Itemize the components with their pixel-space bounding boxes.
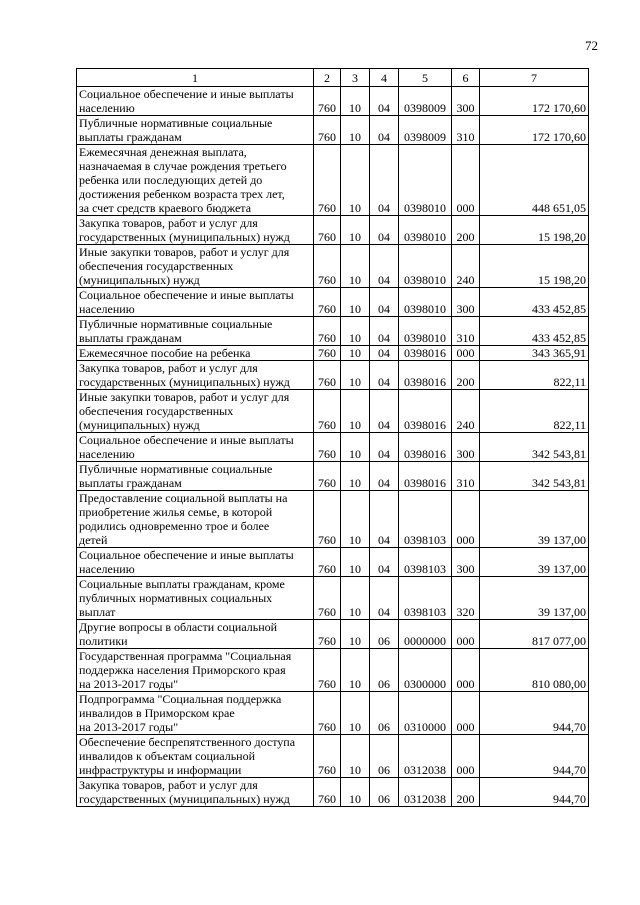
- row-expense-type-cell: 200: [452, 361, 480, 390]
- table-row: [77, 116, 589, 145]
- row-name-cell: [77, 361, 314, 390]
- row-target-cell: 0398016: [399, 390, 452, 433]
- row-subsection-cell: 04: [370, 361, 399, 390]
- row-name-line: Обеспечение беспрепятственного доступа: [79, 735, 296, 749]
- table-row: [77, 433, 589, 462]
- row-section-cell: 10: [341, 346, 370, 361]
- row-name-line: приобретение жилья семье, в которой: [79, 505, 273, 519]
- row-name-line: Закупка товаров, работ и услуг для: [79, 361, 258, 375]
- row-grbs-cell: 760: [314, 649, 341, 692]
- row-target-cell: 0398010: [399, 216, 452, 245]
- row-grbs-cell: 760: [314, 116, 341, 145]
- table-row: [77, 288, 589, 317]
- row-target-cell: 0398010: [399, 245, 452, 288]
- row-name-line: Социальное обеспечение и иные выплаты: [79, 548, 294, 562]
- table-row: [77, 491, 589, 548]
- row-amount-cell: 448 651,05: [480, 145, 589, 216]
- row-name-line: выплаты гражданам: [79, 476, 182, 490]
- table-row: [77, 145, 589, 216]
- row-name-line: Иные закупки товаров, работ и услуг для: [79, 245, 290, 259]
- table-row: [77, 548, 589, 577]
- row-expense-type-cell: 000: [452, 735, 480, 778]
- row-name-line: Публичные нормативные социальные: [79, 317, 273, 331]
- row-subsection-cell: 04: [370, 548, 399, 577]
- row-expense-type-cell: 000: [452, 649, 480, 692]
- row-amount-cell: 172 170,60: [480, 87, 589, 116]
- row-amount-cell: 342 543,81: [480, 433, 589, 462]
- row-grbs-cell: 760: [314, 548, 341, 577]
- row-expense-type-cell: 200: [452, 216, 480, 245]
- row-amount-cell: 944,70: [480, 735, 589, 778]
- row-amount-cell: 172 170,60: [480, 116, 589, 145]
- row-grbs-cell: 760: [314, 692, 341, 735]
- row-expense-type-cell: 000: [452, 145, 480, 216]
- row-name-line: публичных нормативных социальных: [79, 591, 273, 605]
- row-grbs-cell: 760: [314, 491, 341, 548]
- row-name-cell: [77, 317, 314, 346]
- row-name-line: (муниципальных) нужд: [79, 418, 200, 432]
- row-target-cell: 0312038: [399, 735, 452, 778]
- row-section-cell: 10: [341, 390, 370, 433]
- row-subsection-cell: 04: [370, 462, 399, 491]
- row-grbs-cell: 760: [314, 577, 341, 620]
- row-name-cell: [77, 116, 314, 145]
- row-section-cell: 10: [341, 317, 370, 346]
- row-name-line: (муниципальных) нужд: [79, 273, 200, 287]
- row-target-cell: 0398016: [399, 462, 452, 491]
- row-grbs-cell: 760: [314, 216, 341, 245]
- row-name-line: за счет средств краевого бюджета: [79, 201, 252, 215]
- row-grbs-cell: 760: [314, 87, 341, 116]
- row-section-cell: 10: [341, 620, 370, 649]
- row-name-line: населению: [79, 447, 135, 461]
- row-subsection-cell: 06: [370, 778, 399, 807]
- row-amount-cell: 342 543,81: [480, 462, 589, 491]
- row-subsection-cell: 04: [370, 577, 399, 620]
- table-row: [77, 735, 589, 778]
- row-name-line: выплаты гражданам: [79, 331, 182, 345]
- row-name-line: инфраструктуры и информации: [79, 763, 242, 777]
- row-target-cell: 0312038: [399, 778, 452, 807]
- row-target-cell: 0300000: [399, 649, 452, 692]
- row-amount-cell: 343 365,91: [480, 346, 589, 361]
- row-section-cell: 10: [341, 87, 370, 116]
- row-expense-type-cell: 000: [452, 692, 480, 735]
- row-name-line: Закупка товаров, работ и услуг для: [79, 778, 258, 792]
- row-amount-cell: 39 137,00: [480, 491, 589, 548]
- row-name-line: населению: [79, 101, 135, 115]
- row-name-cell: [77, 491, 314, 548]
- row-name-line: обеспечения государственных: [79, 259, 234, 273]
- page-number: 72: [585, 38, 598, 53]
- row-name-cell: [77, 577, 314, 620]
- row-name-line: выплаты гражданам: [79, 130, 182, 144]
- row-section-cell: 10: [341, 433, 370, 462]
- row-name-line: Иные закупки товаров, работ и услуг для: [79, 390, 290, 404]
- row-amount-cell: 15 198,20: [480, 245, 589, 288]
- row-subsection-cell: 04: [370, 145, 399, 216]
- row-subsection-cell: 06: [370, 735, 399, 778]
- row-section-cell: 10: [341, 577, 370, 620]
- row-name-cell: [77, 692, 314, 735]
- row-section-cell: 10: [341, 778, 370, 807]
- row-name-line: Государственная программа "Социальная: [79, 649, 292, 663]
- row-target-cell: 0398009: [399, 87, 452, 116]
- row-name-line: инвалидов в Приморском крае: [79, 706, 235, 720]
- row-name-cell: [77, 346, 314, 361]
- table-row: [77, 692, 589, 735]
- row-subsection-cell: 06: [370, 692, 399, 735]
- row-name-cell: [77, 288, 314, 317]
- row-name-line: политики: [79, 634, 128, 648]
- row-name-line: на 2013-2017 годы": [79, 720, 179, 734]
- row-amount-cell: 433 452,85: [480, 288, 589, 317]
- row-subsection-cell: 04: [370, 245, 399, 288]
- row-section-cell: 10: [341, 692, 370, 735]
- row-target-cell: 0000000: [399, 620, 452, 649]
- row-expense-type-cell: 310: [452, 317, 480, 346]
- row-section-cell: 10: [341, 361, 370, 390]
- row-grbs-cell: 760: [314, 317, 341, 346]
- row-amount-cell: 944,70: [480, 778, 589, 807]
- table-row: [77, 577, 589, 620]
- row-name-line: достижения ребенком возраста трех лет,: [79, 187, 285, 201]
- row-target-cell: 0398103: [399, 548, 452, 577]
- header-col-5: 5: [399, 69, 452, 87]
- row-name-line: инвалидов к объектам социальной: [79, 749, 256, 763]
- table-row: [77, 87, 589, 116]
- row-subsection-cell: 04: [370, 216, 399, 245]
- row-target-cell: 0398016: [399, 346, 452, 361]
- row-name-line: Социальные выплаты гражданам, кроме: [79, 577, 285, 591]
- table-row: [77, 778, 589, 807]
- table-row: [77, 390, 589, 433]
- row-name-line: государственных (муниципальных) нужд: [79, 230, 290, 244]
- row-name-line: государственных (муниципальных) нужд: [79, 792, 290, 806]
- table-row: [77, 245, 589, 288]
- row-name-line: Публичные нормативные социальные: [79, 462, 273, 476]
- row-name-line: родились одновременно трое и более: [79, 519, 270, 533]
- header-col-7: 7: [480, 69, 589, 87]
- row-section-cell: 10: [341, 649, 370, 692]
- header-col-3: 3: [341, 69, 370, 87]
- row-expense-type-cell: 300: [452, 288, 480, 317]
- row-section-cell: 10: [341, 245, 370, 288]
- row-name-line: государственных (муниципальных) нужд: [79, 375, 290, 389]
- row-name-cell: [77, 548, 314, 577]
- row-name-line: Социальное обеспечение и иные выплаты: [79, 433, 294, 447]
- row-name-cell: [77, 145, 314, 216]
- row-grbs-cell: 760: [314, 735, 341, 778]
- row-expense-type-cell: 240: [452, 245, 480, 288]
- table-row: [77, 620, 589, 649]
- row-section-cell: 10: [341, 216, 370, 245]
- row-grbs-cell: 760: [314, 245, 341, 288]
- row-name-line: населению: [79, 562, 135, 576]
- row-amount-cell: 810 080,00: [480, 649, 589, 692]
- row-amount-cell: 822,11: [480, 361, 589, 390]
- row-target-cell: 0398103: [399, 491, 452, 548]
- row-expense-type-cell: 320: [452, 577, 480, 620]
- row-target-cell: 0398010: [399, 288, 452, 317]
- row-name-cell: [77, 620, 314, 649]
- row-subsection-cell: 04: [370, 491, 399, 548]
- row-section-cell: 10: [341, 145, 370, 216]
- row-name-line: Другие вопросы в области социальной: [79, 620, 278, 634]
- row-amount-cell: 433 452,85: [480, 317, 589, 346]
- row-target-cell: 0398010: [399, 145, 452, 216]
- row-name-cell: [77, 245, 314, 288]
- row-subsection-cell: 04: [370, 317, 399, 346]
- row-name-line: Предоставление социальной выплаты на: [79, 491, 288, 505]
- row-expense-type-cell: 300: [452, 433, 480, 462]
- row-expense-type-cell: 000: [452, 491, 480, 548]
- row-name-cell: [77, 649, 314, 692]
- row-name-line: Закупка товаров, работ и услуг для: [79, 216, 258, 230]
- row-name-line: выплат: [79, 605, 116, 619]
- row-target-cell: 0398103: [399, 577, 452, 620]
- row-subsection-cell: 04: [370, 346, 399, 361]
- row-expense-type-cell: 240: [452, 390, 480, 433]
- row-target-cell: 0398010: [399, 317, 452, 346]
- row-subsection-cell: 06: [370, 620, 399, 649]
- row-amount-cell: 39 137,00: [480, 548, 589, 577]
- row-target-cell: 0398009: [399, 116, 452, 145]
- row-name-line: Ежемесячная денежная выплата,: [79, 145, 247, 159]
- row-expense-type-cell: 300: [452, 87, 480, 116]
- row-grbs-cell: 760: [314, 361, 341, 390]
- row-amount-cell: 39 137,00: [480, 577, 589, 620]
- table-row: [77, 346, 589, 361]
- budget-table: [76, 68, 589, 807]
- row-target-cell: 0398016: [399, 361, 452, 390]
- row-section-cell: 10: [341, 548, 370, 577]
- row-expense-type-cell: 200: [452, 778, 480, 807]
- row-subsection-cell: 06: [370, 649, 399, 692]
- row-name-line: Социальное обеспечение и иные выплаты: [79, 288, 294, 302]
- row-grbs-cell: 760: [314, 346, 341, 361]
- row-subsection-cell: 04: [370, 433, 399, 462]
- header-col-6: 6: [452, 69, 480, 87]
- row-subsection-cell: 04: [370, 390, 399, 433]
- row-section-cell: 10: [341, 462, 370, 491]
- row-name-line: обеспечения государственных: [79, 404, 234, 418]
- header-col-4: 4: [370, 69, 399, 87]
- row-grbs-cell: 760: [314, 778, 341, 807]
- row-grbs-cell: 760: [314, 390, 341, 433]
- row-target-cell: 0398016: [399, 433, 452, 462]
- row-grbs-cell: 760: [314, 620, 341, 649]
- row-amount-cell: 15 198,20: [480, 216, 589, 245]
- row-name-cell: [77, 735, 314, 778]
- row-name-line: назначаемая в случае рождения третьего: [79, 159, 287, 173]
- row-name-cell: [77, 778, 314, 807]
- row-expense-type-cell: 310: [452, 462, 480, 491]
- row-name-line: на 2013-2017 годы": [79, 677, 179, 691]
- row-expense-type-cell: 000: [452, 346, 480, 361]
- row-grbs-cell: 760: [314, 145, 341, 216]
- row-name-line: Подпрограмма "Социальная поддержка: [79, 692, 282, 706]
- row-amount-cell: 822,11: [480, 390, 589, 433]
- row-section-cell: 10: [341, 491, 370, 548]
- table-row: [77, 317, 589, 346]
- row-name-line: ребенка или последующих детей до: [79, 173, 263, 187]
- row-name-line: детей: [79, 533, 108, 547]
- row-expense-type-cell: 300: [452, 548, 480, 577]
- row-section-cell: 10: [341, 288, 370, 317]
- row-subsection-cell: 04: [370, 87, 399, 116]
- row-name-cell: [77, 462, 314, 491]
- row-expense-type-cell: 310: [452, 116, 480, 145]
- row-subsection-cell: 04: [370, 116, 399, 145]
- row-name-cell: [77, 87, 314, 116]
- table-header-row: [77, 69, 589, 87]
- row-expense-type-cell: 000: [452, 620, 480, 649]
- table-row: [77, 462, 589, 491]
- row-grbs-cell: 760: [314, 433, 341, 462]
- row-name-cell: [77, 390, 314, 433]
- row-grbs-cell: 760: [314, 288, 341, 317]
- row-section-cell: 10: [341, 735, 370, 778]
- row-name-line: населению: [79, 302, 135, 316]
- table-row: [77, 649, 589, 692]
- row-name-cell: [77, 433, 314, 462]
- header-col-1: 1: [77, 69, 314, 87]
- row-grbs-cell: 760: [314, 462, 341, 491]
- row-name-line: Ежемесячное пособие на ребенка: [79, 346, 251, 360]
- row-subsection-cell: 04: [370, 288, 399, 317]
- table-row: [77, 216, 589, 245]
- row-name-line: поддержка населения Приморского края: [79, 663, 286, 677]
- row-name-cell: [77, 216, 314, 245]
- header-col-2: 2: [314, 69, 341, 87]
- row-name-line: Социальное обеспечение и иные выплаты: [79, 87, 294, 101]
- row-section-cell: 10: [341, 116, 370, 145]
- row-target-cell: 0310000: [399, 692, 452, 735]
- table-row: [77, 361, 589, 390]
- row-amount-cell: 817 077,00: [480, 620, 589, 649]
- row-name-line: Публичные нормативные социальные: [79, 116, 273, 130]
- row-amount-cell: 944,70: [480, 692, 589, 735]
